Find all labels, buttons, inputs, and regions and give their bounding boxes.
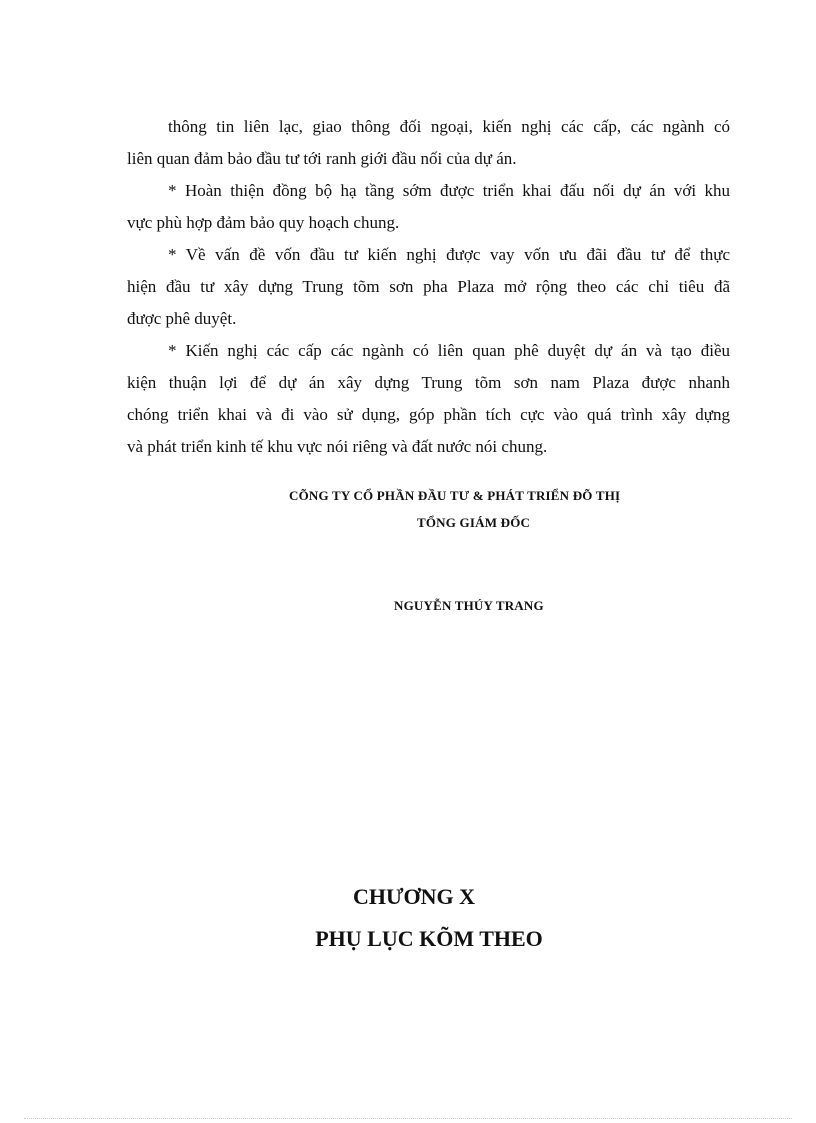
paragraph-1-line-2: liên quan đảm bảo đầu tư tới ranh giới đầu nối của dự án. bbox=[127, 149, 517, 168]
paragraph-4-line-4: và phát triển kinh tế khu vực nói riêng và đất nước nói chung. bbox=[127, 437, 548, 456]
paragraph-4-line-2: kiện thuận lợi để dự án xây dựng Trung tõm sơn nam Plaza được nhanh bbox=[127, 373, 730, 392]
signature-position: TỔNG GIÁM ĐỐC bbox=[417, 515, 531, 530]
signature-name: NGUYỄN THÚY TRANG bbox=[394, 598, 544, 613]
paragraph-3-line-2: hiện đầu tư xây dựng Trung tõm sơn pha Plaza mở rộng theo các chỉ tiêu đã bbox=[127, 277, 730, 296]
paragraph-2-line-2: vực phù hợp đảm bảo quy hoạch chung. bbox=[127, 213, 400, 232]
chapter-number: CHƯƠNG X bbox=[352, 884, 475, 909]
paragraph-2-line-1: * Hoàn thiện đồng bộ hạ tầng sớm được triển khai đấu nối dự án với khu bbox=[168, 181, 730, 200]
paragraph-1-line-1: thông tin liên lạc, giao thông đối ngoại, kiến nghị các cấp, các ngành có bbox=[168, 117, 730, 136]
paragraph-3-line-3: được phê duyệt. bbox=[127, 309, 237, 328]
signature-company: CÕNG TY CỔ PHẦN ĐẦU TƯ & PHÁT TRIỂN ĐÕ THỊ bbox=[289, 488, 621, 503]
paragraph-4-line-3: chóng triển khai và đi vào sử dụng, góp phần tích cực vào quá trình xây dựng bbox=[127, 405, 730, 424]
paragraph-3-line-1: * Về vấn đề vốn đầu tư kiến nghị được vay vốn ưu đãi đầu tư để thực bbox=[168, 245, 730, 264]
paragraph-4-line-1: * Kiến nghị các cấp các ngành có liên quan phê duyệt dự án và tạo điều bbox=[168, 341, 730, 360]
chapter-title: PHỤ LỤC KÕM THEO bbox=[315, 926, 543, 951]
footer-divider bbox=[24, 1118, 792, 1119]
